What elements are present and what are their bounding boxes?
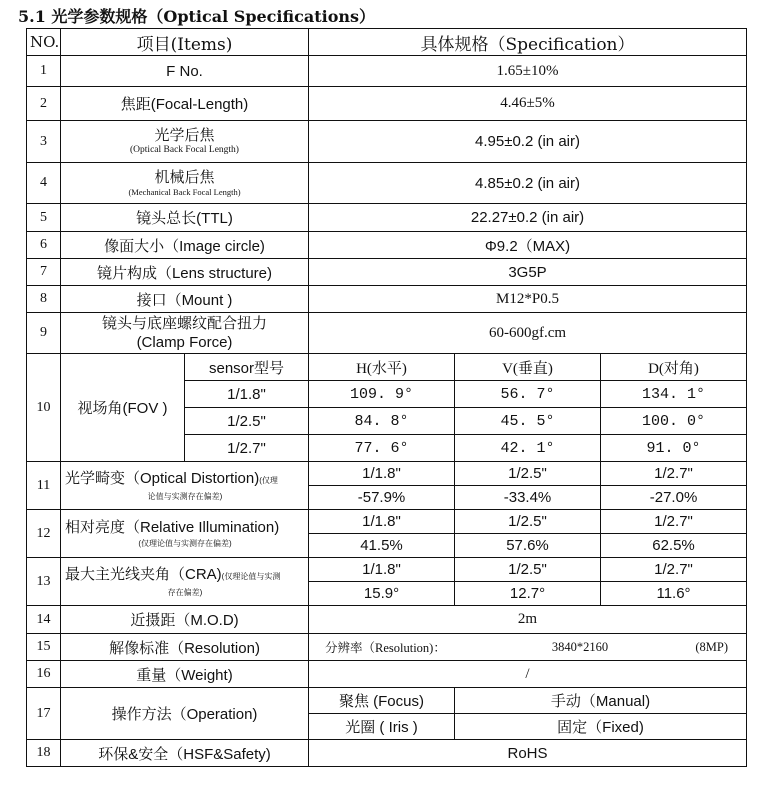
row-value: 2m bbox=[309, 606, 747, 634]
fov-head-v: V(垂直) bbox=[455, 354, 601, 381]
distortion-sensor: 1/2.5" bbox=[455, 462, 601, 486]
row-item: 环保&安全（HSF&Safety) bbox=[61, 740, 309, 767]
distortion-value: -27.0% bbox=[601, 486, 747, 510]
row-item-note: 论值与实测存在偏差) bbox=[147, 492, 223, 501]
table-row bbox=[27, 661, 747, 688]
row-item bbox=[61, 121, 309, 163]
operation-iris-label: 光圈 ( Iris ) bbox=[309, 714, 455, 740]
fov-sensor: 1/1.8" bbox=[185, 381, 309, 408]
row-no: 11 bbox=[27, 462, 61, 510]
row-item bbox=[61, 163, 309, 204]
row-item bbox=[61, 462, 309, 510]
row-item: F No. bbox=[61, 56, 309, 87]
row-item-label: 镜头与底座螺纹配合扭力 bbox=[101, 315, 267, 332]
table-row bbox=[27, 204, 747, 232]
fov-d: 91. 0° bbox=[601, 435, 747, 462]
row-no: 13 bbox=[27, 558, 61, 606]
fov-v: 42. 1° bbox=[455, 435, 601, 462]
distortion-value: -33.4% bbox=[455, 486, 601, 510]
header-no: NO. bbox=[27, 29, 61, 56]
row-value: RoHS bbox=[309, 740, 747, 767]
table-row bbox=[27, 286, 747, 313]
fov-v: 45. 5° bbox=[455, 408, 601, 435]
optical-spec-table bbox=[26, 28, 747, 767]
row-item: 重量（Weight) bbox=[61, 661, 309, 688]
row-no: 18 bbox=[27, 740, 61, 767]
cra-sensor: 1/1.8" bbox=[309, 558, 455, 582]
row-no: 12 bbox=[27, 510, 61, 558]
table-row bbox=[27, 121, 747, 163]
fov-v: 56. 7° bbox=[455, 381, 601, 408]
row-value: Φ9.2（MAX) bbox=[309, 232, 747, 259]
row-no: 1 bbox=[27, 56, 61, 87]
row-value: 4.46±5% bbox=[309, 87, 747, 121]
row-item-note: (仅理论值与实测 bbox=[221, 572, 281, 581]
row-item: 镜片构成（Lens structure) bbox=[61, 259, 309, 286]
distortion-value: -57.9% bbox=[309, 486, 455, 510]
row-no: 7 bbox=[27, 259, 61, 286]
row-no: 2 bbox=[27, 87, 61, 121]
row-no: 6 bbox=[27, 232, 61, 259]
table-row bbox=[27, 56, 747, 87]
illumination-value: 41.5% bbox=[309, 534, 455, 558]
fov-sensor: 1/2.5" bbox=[185, 408, 309, 435]
row-value: 4.95±0.2 (in air) bbox=[309, 121, 747, 163]
row-item: 近摄距（M.O.D) bbox=[61, 606, 309, 634]
fov-d: 134. 1° bbox=[601, 381, 747, 408]
row-item-label: 相对亮度（Relative Illumination) bbox=[65, 519, 280, 536]
row-value: 22.27±0.2 (in air) bbox=[309, 204, 747, 232]
row-value: / bbox=[309, 661, 747, 688]
row-no: 14 bbox=[27, 606, 61, 634]
row-value: 1.65±10% bbox=[309, 56, 747, 87]
row-item-label: 机械后焦 bbox=[154, 168, 215, 186]
section-title: 5.1 光学参数规格（Optical Specifications） bbox=[18, 7, 376, 26]
fov-head-sensor: sensor型号 bbox=[185, 354, 309, 381]
header-spec: 具体规格（Specification） bbox=[309, 29, 747, 56]
row-item: 操作方法（Operation) bbox=[61, 688, 309, 740]
row-value: 60-600gf.cm bbox=[309, 313, 747, 354]
row-item bbox=[61, 510, 309, 558]
table-row bbox=[27, 462, 747, 486]
fov-head-d: D(对角) bbox=[601, 354, 747, 381]
illumination-sensor: 1/2.7" bbox=[601, 510, 747, 534]
cra-value: 12.7° bbox=[455, 582, 601, 606]
table-row bbox=[27, 87, 747, 121]
cra-value: 15.9° bbox=[309, 582, 455, 606]
row-no: 4 bbox=[27, 163, 61, 204]
row-item: 镜头总长(TTL) bbox=[61, 204, 309, 232]
row-item bbox=[61, 558, 309, 606]
operation-iris-value: 固定（Fixed) bbox=[455, 714, 747, 740]
illumination-value: 57.6% bbox=[455, 534, 601, 558]
table-header-row bbox=[27, 29, 747, 56]
illumination-sensor: 1/1.8" bbox=[309, 510, 455, 534]
row-item-note: (仅理 bbox=[259, 476, 278, 485]
table-row bbox=[27, 634, 747, 661]
illumination-sensor: 1/2.5" bbox=[455, 510, 601, 534]
table-row bbox=[27, 558, 747, 582]
cra-value: 11.6° bbox=[601, 582, 747, 606]
distortion-sensor: 1/1.8" bbox=[309, 462, 455, 486]
table-row bbox=[27, 313, 747, 354]
table-row bbox=[27, 259, 747, 286]
table-row bbox=[27, 163, 747, 204]
cra-sensor: 1/2.5" bbox=[455, 558, 601, 582]
table-row bbox=[27, 354, 747, 381]
row-value: 3G5P bbox=[309, 259, 747, 286]
header-items: 项目(Items) bbox=[61, 29, 309, 56]
row-item-label: 光学畸变（Optical Distortion) bbox=[65, 470, 260, 487]
cra-sensor: 1/2.7" bbox=[601, 558, 747, 582]
row-item-label: 光学后焦 bbox=[154, 127, 215, 144]
table-row bbox=[27, 606, 747, 634]
table-row bbox=[27, 510, 747, 534]
row-value bbox=[309, 634, 747, 661]
fov-h: 84. 8° bbox=[309, 408, 455, 435]
illumination-value: 62.5% bbox=[601, 534, 747, 558]
fov-head-h: H(水平) bbox=[309, 354, 455, 381]
row-item: 像面大小（Image circle) bbox=[61, 232, 309, 259]
fov-sensor: 1/2.7" bbox=[185, 435, 309, 462]
row-item: 接口（Mount ) bbox=[61, 286, 309, 313]
row-no: 17 bbox=[27, 688, 61, 740]
table-row bbox=[27, 232, 747, 259]
table-row bbox=[27, 688, 747, 714]
row-item-note: 存在偏差) bbox=[167, 588, 203, 597]
row-item: 视场角(FOV ) bbox=[61, 354, 185, 462]
fov-h: 77. 6° bbox=[309, 435, 455, 462]
row-item bbox=[61, 313, 309, 354]
row-no: 5 bbox=[27, 204, 61, 232]
row-item-label: 最大主光线夹角（CRA) bbox=[65, 566, 222, 583]
row-no: 3 bbox=[27, 121, 61, 163]
row-value: M12*P0.5 bbox=[309, 286, 747, 313]
row-value: 4.85±0.2 (in air) bbox=[309, 163, 747, 204]
fov-d: 100. 0° bbox=[601, 408, 747, 435]
resolution-value: 3840*2160 bbox=[551, 639, 609, 654]
operation-focus-value: 手动（Manual) bbox=[455, 688, 747, 714]
row-no: 9 bbox=[27, 313, 61, 354]
row-no: 16 bbox=[27, 661, 61, 688]
row-item: 焦距(Focal-Length) bbox=[61, 87, 309, 121]
row-no: 8 bbox=[27, 286, 61, 313]
resolution-label: 分辨率（Resolution)： bbox=[325, 641, 446, 655]
fov-h: 109. 9° bbox=[309, 381, 455, 408]
resolution-mp: (8MP) bbox=[695, 639, 729, 654]
row-item: 解像标准（Resolution) bbox=[61, 634, 309, 661]
row-no: 15 bbox=[27, 634, 61, 661]
operation-focus-label: 聚焦 (Focus) bbox=[309, 688, 455, 714]
row-no: 10 bbox=[27, 354, 61, 462]
row-item-sub: (Optical Back Focal Length) bbox=[130, 145, 239, 155]
row-item-sub: (Mechanical Back Focal Length) bbox=[128, 186, 241, 197]
row-item-note: (仅理论值与实测存在偏差) bbox=[138, 539, 232, 548]
distortion-sensor: 1/2.7" bbox=[601, 462, 747, 486]
row-item-sub: (Clamp Force) bbox=[136, 334, 233, 351]
table-row bbox=[27, 740, 747, 767]
